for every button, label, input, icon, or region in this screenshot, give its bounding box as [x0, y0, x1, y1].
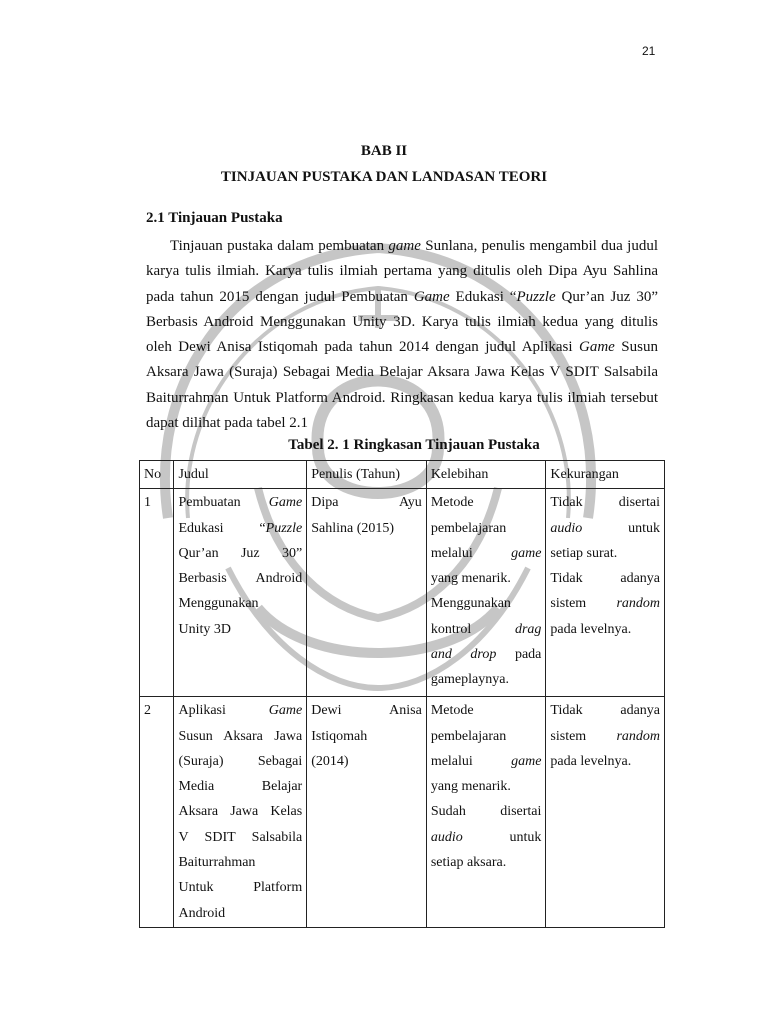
header-no: No [140, 461, 174, 489]
cell-line: setiap aksara. [430, 855, 507, 871]
cell-line: Baiturrahman [178, 855, 256, 871]
cell-judul [174, 697, 307, 928]
cell-line: Qur’an Juz 30” [178, 545, 303, 561]
cell-kelebihan [426, 697, 546, 928]
cell-line: kontrol drag [430, 621, 542, 637]
cell-line: (Suraja) Sebagai [178, 753, 303, 769]
header-kekurangan: Kekurangan [546, 461, 665, 489]
header-judul: Judul [174, 461, 307, 489]
cell-line: Sahlina (2015) [311, 520, 395, 536]
cell-line: Media Belajar [178, 779, 303, 795]
cell-line: audio untuk [550, 520, 660, 536]
cell-no: 1 [140, 489, 174, 697]
cell-penulis [307, 697, 427, 928]
cell-line: pembelajaran [430, 520, 507, 536]
cell-line: gameplaynya. [430, 672, 509, 688]
cell-line: Berbasis Android [178, 571, 303, 587]
summary-table [139, 460, 665, 928]
cell-line: Dewi Anisa [311, 703, 422, 719]
cell-line: Metode [430, 495, 474, 511]
cell-line: Susun Aksara Jawa [178, 728, 303, 744]
cell-line: sistem random [550, 728, 660, 744]
cell-no: 2 [140, 697, 174, 928]
cell-line: yang menarik. [430, 779, 511, 795]
cell-line: Pembuatan Game [178, 495, 303, 511]
cell-line: (2014) [311, 753, 349, 769]
chapter-heading [0, 138, 768, 190]
cell-line: Dipa Ayu [311, 495, 422, 511]
cell-line: melalui game [430, 545, 542, 561]
chapter-number: BAB II [360, 143, 408, 159]
cell-line: yang menarik. [430, 571, 511, 587]
header-kelebihan: Kelebihan [426, 461, 546, 489]
cell-line: Menggunakan [178, 596, 259, 612]
table-row [140, 697, 665, 928]
cell-line: sistem random [550, 596, 660, 612]
cell-line: and drop pada [430, 647, 542, 663]
cell-line: Tidak adanya [550, 571, 660, 587]
cell-line: melalui game [430, 753, 542, 769]
cell-line: Sudah disertai [430, 804, 542, 820]
cell-line: pada levelnya. [550, 621, 632, 637]
cell-line: Edukasi “Puzzle [178, 520, 303, 536]
cell-judul [174, 489, 307, 697]
page-number: 21 [642, 44, 656, 58]
cell-line: pada levelnya. [550, 753, 632, 769]
cell-kekurangan [546, 697, 665, 928]
table-row [140, 489, 665, 697]
table-caption: Tabel 2. 1 Ringkasan Tinjauan Pustaka [288, 437, 540, 453]
cell-line: Menggunakan [430, 596, 511, 612]
cell-penulis [307, 489, 427, 697]
cell-line: audio untuk [430, 829, 542, 845]
cell-line: Metode [430, 703, 474, 719]
section-heading: 2.1 Tinjauan Pustaka [146, 210, 283, 226]
cell-line: Istiqomah [311, 728, 368, 744]
cell-kelebihan [426, 489, 546, 697]
cell-line: pembelajaran [430, 728, 507, 744]
cell-line: Aksara Jawa Kelas [178, 804, 303, 820]
cell-line: Tidak disertai [550, 495, 660, 511]
cell-line: setiap surat. [550, 545, 618, 561]
table-header-row [140, 461, 665, 489]
cell-line: Aplikasi Game [178, 703, 303, 719]
cell-kekurangan [546, 489, 665, 697]
cell-line: Unity 3D [178, 621, 231, 637]
header-penulis: Penulis (Tahun) [307, 461, 427, 489]
body-paragraph: Tinjauan pustaka dalam pembuatan game Sunlana, penulis mengambil dua judul karya tulis ilmiah. Karya tulis ilmiah pertama yang ditulis oleh Dipa Ayu Sahlina pada tahun 2015 dengan judul Pembuatan Game Edukasi “Puzzle Qur’an Juz 30” Berbasis Android Menggunakan Unity 3D. Karya tulis ilmiah kedua yang ditulis oleh Dewi Anisa Istiqomah pada tahun 2014 dengan judul Aplikasi Game Susun Aksara Jawa (Suraja) Sebagai Media Belajar Aksara Jawa Kelas V SDIT Salsabila Baiturrahman Untuk Platform Android. Ringkasan kedua karya tulis ilmiah tersebut dapat dilihat pada tabel 2.1 [146, 238, 658, 432]
cell-line: V SDIT Salsabila [178, 829, 303, 845]
cell-line: Tidak adanya [550, 703, 660, 719]
cell-line: Android [178, 905, 226, 921]
cell-line: Untuk Platform [178, 880, 303, 896]
chapter-title: TINJAUAN PUSTAKA DAN LANDASAN TEORI [220, 169, 548, 185]
